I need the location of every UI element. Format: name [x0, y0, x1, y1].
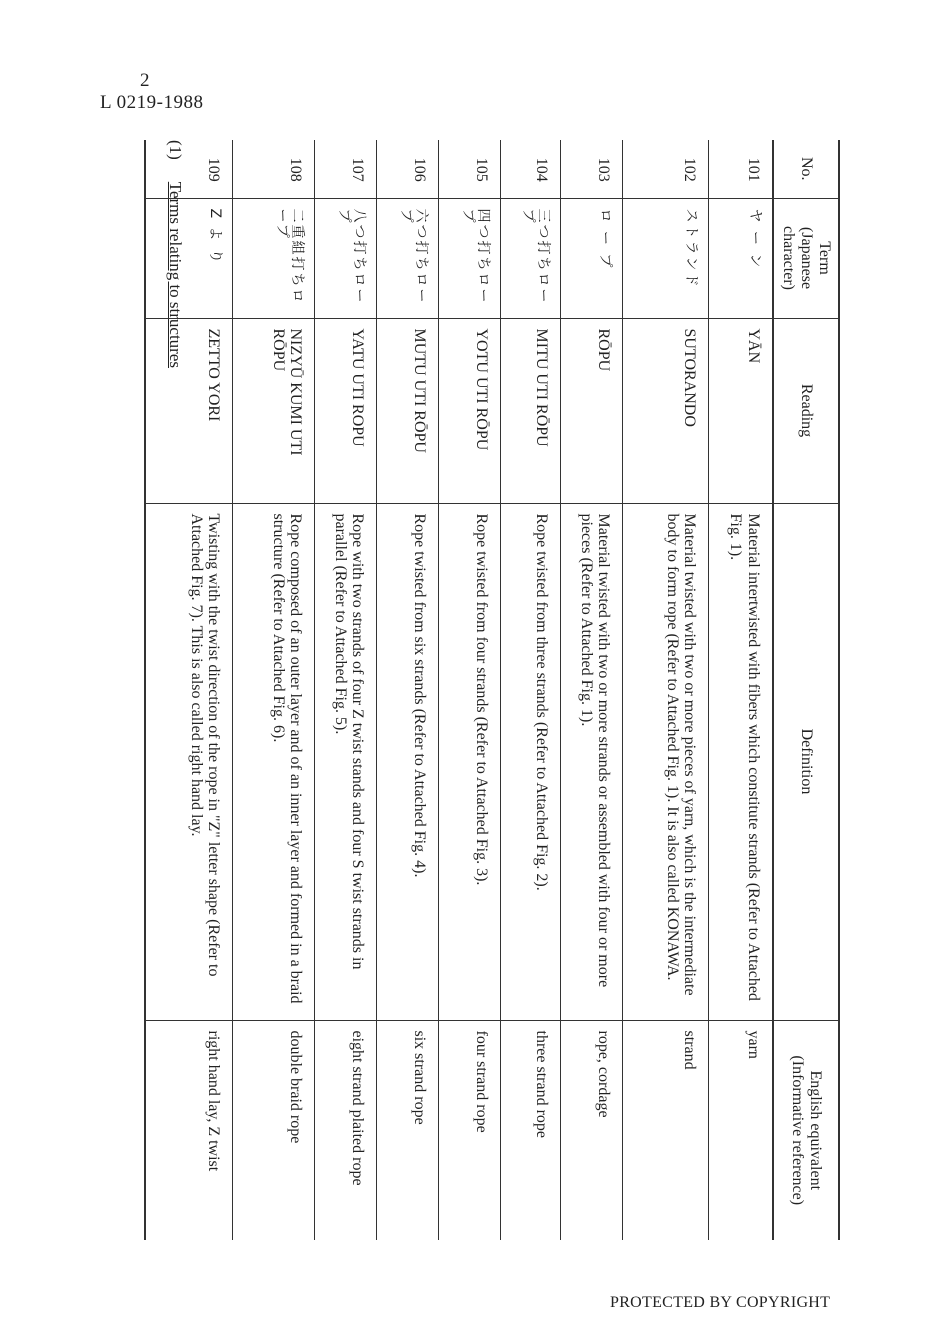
cell-english: strand — [623, 1020, 709, 1240]
cell-term: 二重組打ちロープ — [233, 198, 315, 318]
cell-definition: Twisting with the twist direction of the rope in "Z" letter shape (Refer to Attached Fig. 7). This is also called right hand lay. — [145, 503, 233, 1020]
header-no: No. — [797, 156, 815, 181]
cell-reading: NIZYŪ KUMI UTI RŌPU — [233, 318, 315, 503]
cell-definition: Rope twisted from four strands (Refer to Attached Fig. 3). — [439, 503, 501, 1020]
cell-reading: YATU UTI ROPU — [315, 318, 377, 503]
header-english-label: English equivalent — [806, 1070, 824, 1191]
rotated-content — [140, 140, 840, 1240]
cell-english: six strand rope — [377, 1020, 439, 1240]
header-term-sub: (Japanese character) — [780, 226, 815, 290]
table-row — [145, 140, 233, 1240]
table-row — [377, 140, 439, 1240]
cell-term: ストランド — [623, 198, 709, 318]
table-row — [233, 140, 315, 1240]
header-term — [773, 198, 839, 318]
cell-term: ロ ー プ — [561, 198, 623, 318]
cell-no: 105 — [473, 157, 491, 182]
cell-no: 102 — [681, 157, 699, 182]
header-english — [773, 1020, 839, 1240]
cell-english: double braid rope — [233, 1020, 315, 1240]
cell-definition: Rope twisted from six strands (Refer to Attached Fig. 4). — [377, 503, 439, 1020]
cell-definition: Rope with two strands of four Z twist stands and four S twist strands in parallel (Refer to Attached Fig. 5). — [315, 503, 377, 1020]
cell-definition: Material intertwisted with fibers which constitute strands (Refer to Attached Fig. 1). — [709, 503, 773, 1020]
cell-definition: Material twisted with two or more strands or assembled with four or more pieces (Refer to Attached Fig. 1). — [561, 503, 623, 1020]
cell-reading: SUTORANDO — [623, 318, 709, 503]
header-reading: Reading — [773, 318, 839, 503]
cell-no: 103 — [595, 157, 613, 182]
document-id: L 0219-1988 — [100, 92, 204, 113]
header-definition: Definition — [773, 503, 839, 1020]
table-row — [501, 140, 561, 1240]
cell-english: four strand rope — [439, 1020, 501, 1240]
page-number: 2 — [140, 70, 150, 91]
cell-reading: RŌPU — [561, 318, 623, 503]
cell-definition: Rope composed of an outer layer and of an inner layer and formed in a braid structure (Refer to Attached Fig. 6). — [233, 503, 315, 1020]
table-row — [623, 140, 709, 1240]
cell-reading: ZETTO YORI — [145, 318, 233, 503]
cell-no: 101 — [745, 157, 762, 182]
cell-reading: MITU UTI RŌPU — [501, 318, 561, 503]
terms-table — [144, 140, 840, 1240]
section-number: (1) — [166, 140, 185, 160]
table-header-row — [773, 140, 839, 1240]
header-english-sub: (Informative reference) — [789, 1055, 806, 1206]
cell-english: three strand rope — [501, 1020, 561, 1240]
cell-no: 107 — [349, 157, 367, 182]
cell-no: 108 — [287, 157, 305, 182]
table-row — [561, 140, 623, 1240]
copyright-footer: PROTECTED BY COPYRIGHT — [610, 1294, 831, 1311]
table-row — [439, 140, 501, 1240]
cell-reading: MUTU UTI RŌPU — [377, 318, 439, 503]
cell-english: right hand lay, Z twist — [145, 1020, 233, 1240]
cell-term: Z よ り — [145, 198, 233, 318]
cell-no: 104 — [533, 157, 551, 182]
cell-english: yarn — [709, 1020, 773, 1240]
cell-english: rope, cordage — [561, 1020, 623, 1240]
cell-english: eight strand plaited rope — [315, 1020, 377, 1240]
cell-reading: YOTU UTI RŌPU — [439, 318, 501, 503]
cell-no: 109 — [205, 157, 223, 182]
table-row — [315, 140, 377, 1240]
table-row — [709, 140, 773, 1240]
cell-definition: Rope twisted from three strands (Refer to Attached Fig. 2). — [501, 503, 561, 1020]
cell-definition: Material twisted with two or more pieces of yarn, which is the intermediate body to form rope (Refer to Attached Fig. 1). It is also called KONAWA. — [623, 503, 709, 1020]
cell-term: 三つ打ちロープ — [501, 198, 561, 318]
cell-term: 六つ打ちロープ — [377, 198, 439, 318]
header-term-label: Term — [815, 241, 833, 275]
cell-term: ヤ ー ン — [709, 198, 773, 318]
cell-term: 八つ打ちロープ — [315, 198, 377, 318]
cell-no: 106 — [411, 157, 429, 182]
cell-reading: YĀN — [709, 318, 773, 503]
cell-term: 四つ打ちロープ — [439, 198, 501, 318]
section-title: Terms relating to structures — [166, 181, 185, 369]
